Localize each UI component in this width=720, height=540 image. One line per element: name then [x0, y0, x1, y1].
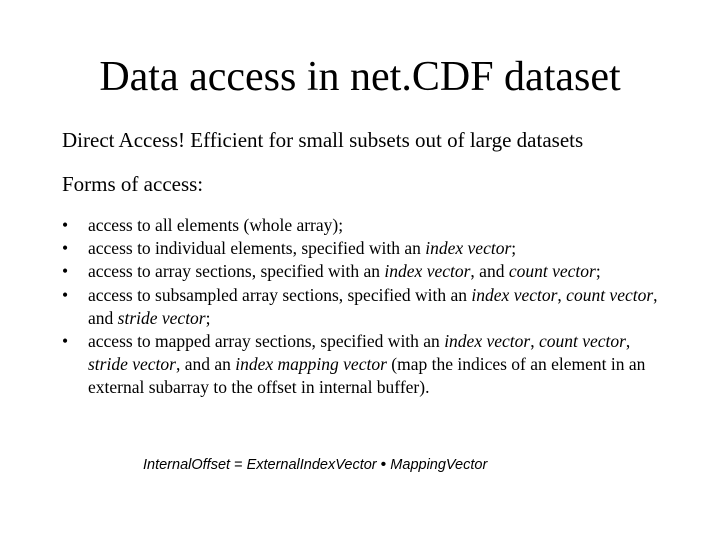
italic-term: count vector	[538, 331, 626, 352]
access-forms-list	[62, 214, 662, 400]
bullet-marker: •	[62, 261, 69, 282]
list-item	[62, 237, 662, 260]
bullet-marker: •	[62, 215, 69, 235]
text-run: access to subsampled array sections, specified with an	[88, 284, 472, 305]
text-run: , and an	[175, 354, 236, 375]
formula-operator: •	[380, 456, 387, 473]
text-run: ,	[530, 331, 539, 352]
list-item-text	[88, 215, 343, 235]
formula-term2: MappingVector	[390, 457, 488, 473]
text-run: ,	[557, 284, 567, 305]
list-item	[62, 214, 662, 237]
formula-term1: ExternalIndexVector	[246, 457, 377, 473]
italic-term: index mapping vector	[235, 354, 387, 375]
italic-term: count vector	[566, 284, 654, 305]
list-item	[62, 260, 662, 283]
text-run: , and	[88, 284, 658, 328]
italic-term: count vector	[508, 261, 596, 282]
italic-term: index vector	[471, 284, 558, 305]
italic-term: index vector	[384, 261, 471, 282]
text-run: ,	[625, 331, 631, 352]
text-run: access to individual elements, specified with an	[88, 238, 426, 259]
italic-term: stride vector	[88, 354, 176, 375]
italic-term: stride vector	[117, 307, 206, 328]
text-run: access to array sections, specified with an	[88, 261, 385, 282]
list-item-text	[88, 261, 601, 281]
slide-title: Data access in net.CDF dataset	[99, 54, 621, 100]
forms-heading: Forms of access:	[62, 172, 204, 196]
bullet-marker: •	[62, 238, 69, 259]
italic-term: index vector	[425, 238, 512, 259]
italic-term: index vector	[444, 331, 531, 352]
text-run: access to mapped array sections, specified with an	[88, 331, 445, 352]
text-run: ;	[511, 238, 517, 259]
bullet-marker: •	[62, 284, 69, 305]
bullet-marker: •	[62, 331, 69, 352]
text-run: (map the indices of an element in an external subarray to the offset in internal buffer).	[88, 354, 646, 398]
text-run: ;	[595, 261, 601, 282]
list-item-text	[88, 285, 658, 328]
text-run: access to all elements (whole array);	[88, 215, 344, 235]
text-run: ;	[205, 307, 211, 328]
formula-equals: =	[234, 457, 243, 473]
list-item	[62, 284, 662, 330]
text-run: , and	[470, 261, 509, 282]
list-item-text	[88, 331, 645, 397]
list-item-text	[88, 238, 516, 258]
mapping-formula	[143, 456, 487, 474]
formula-lhs: InternalOffset	[143, 457, 231, 473]
list-item	[62, 330, 662, 400]
intro-text: Direct Access! Efficient for small subsets out of large datasets	[62, 128, 584, 152]
